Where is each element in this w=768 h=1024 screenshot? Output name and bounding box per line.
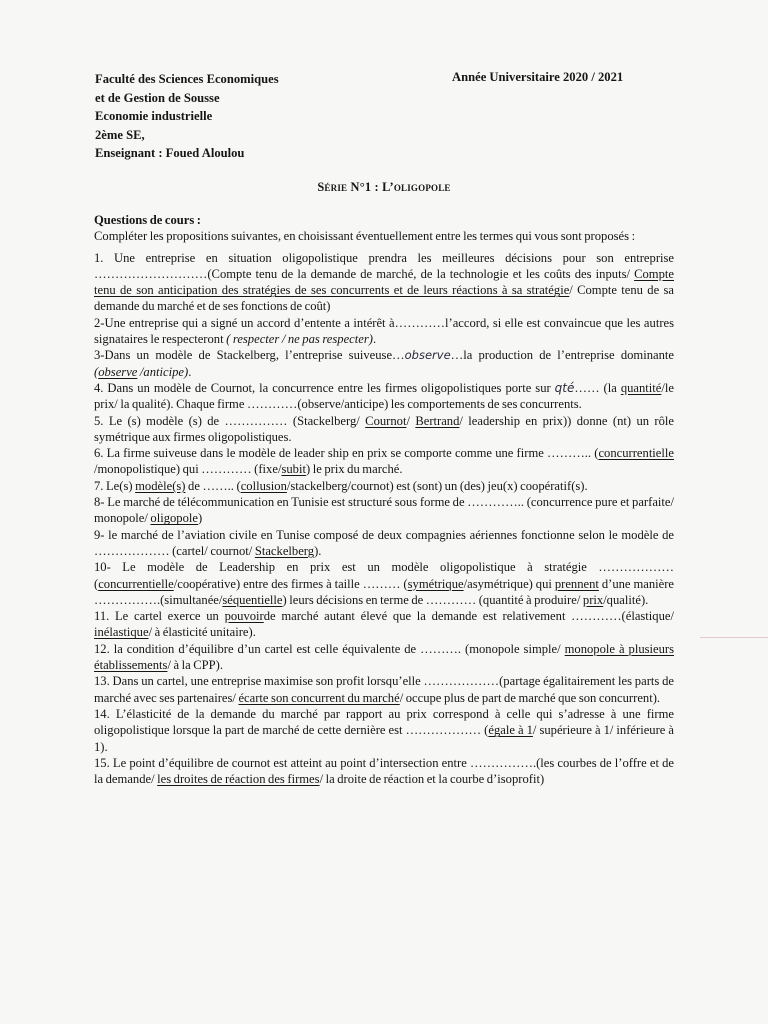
- faculty-name-line2: et de Gestion de Sousse: [95, 90, 220, 105]
- answer-underline: Compte tenu de son anticipation des stratégies de ses concurrents et de leurs réactions à sa stratégie: [94, 266, 674, 298]
- question-text: 6. La firme suiveuse dans le modèle de leader ship en prix se comporte comme une firme ……….. (: [94, 446, 599, 461]
- question-text: 3-Dans un modèle de Stackelberg, l’entreprise suiveuse…: [94, 348, 405, 363]
- question-text: .: [188, 364, 192, 379]
- question-14: [94, 706, 674, 755]
- question-text: 13. Dans un cartel, une entreprise maximise son profit lorsqu’elle ………………(partage égalitairement les parts de marché avec ses partenaires/: [94, 674, 674, 705]
- question-text: / la droite de réaction et la courbe d’isoprofit): [319, 772, 545, 787]
- question-text: 2-Une entreprise qui a signé un accord d’entente a intérêt à…………l’accord, si elle est convaincue que les autres signataires le respecteront: [94, 315, 674, 347]
- handwritten-answer: qté: [554, 380, 575, 395]
- question-11: [94, 608, 674, 641]
- question-text: / à la CPP).: [167, 658, 224, 673]
- question-6: [94, 445, 674, 478]
- question-7: [94, 478, 674, 494]
- question-5: [94, 413, 674, 446]
- question-text: …la production de l’entreprise dominante: [450, 348, 674, 363]
- academic-year: Année Universitaire 2020 / 2021: [452, 70, 624, 84]
- section-heading: Questions de cours :: [94, 213, 201, 227]
- answer-underline: subit: [281, 462, 306, 477]
- question-text: /monopolistique) qui ………… (fixe/: [94, 462, 282, 477]
- answer-underline: les droites de réaction des firmes: [157, 772, 320, 787]
- question-text: /qualité).: [603, 592, 649, 607]
- question-text: / occupe plus de part de marché que son concurrent).: [399, 690, 661, 705]
- series-title: [0, 180, 768, 195]
- answer-underline: prix: [582, 592, 604, 607]
- question-text: 12. la condition d’équilibre d’un cartel est celle équivalente de ………. (monopole simple/: [94, 641, 565, 656]
- question-text: d’une manière …………….(simultanée/: [94, 576, 675, 607]
- question-10: [94, 559, 674, 608]
- question-text: …… (la: [574, 380, 621, 395]
- question-1: [94, 250, 674, 315]
- question-text: 9- le marché de l’aviation civile en Tunise composé de deux compagnies aériennes fonctionne selon le modèle de ……………… (cartel/ cournot/: [94, 527, 674, 558]
- exercise-body: [94, 212, 674, 787]
- question-text: /coopérative) entre des firmes à taille ……… (: [173, 576, 408, 591]
- question-13: [94, 673, 674, 706]
- answer-underline: concurrentielle: [598, 446, 674, 461]
- question-text: 14. L’élasticité de la demande du marché par rapport au prix correspond à celle qui s’adresse à une firme oligopolistique lorsque la part de marché de cette dernière est ……………… (: [94, 706, 674, 738]
- question-text: 7. Le(s): [94, 478, 136, 493]
- question-12: [94, 641, 674, 674]
- series-subject: L’oligopole: [382, 180, 451, 194]
- question-2: [94, 315, 674, 348]
- course-name: Economie industrielle: [95, 109, 213, 124]
- question-text: /: [406, 413, 416, 428]
- answer-underline: écarte son concurrent du marché: [238, 690, 400, 705]
- choice-open: (: [94, 364, 99, 379]
- answer-underline: concurrentielle: [98, 576, 174, 591]
- answer-underline: pouvoir: [224, 609, 264, 624]
- question-text: /asymétrique) qui: [463, 576, 555, 591]
- answer-underline: inélastique: [94, 625, 149, 640]
- answer-underline: observe: [98, 364, 138, 379]
- institution-block: [95, 70, 279, 163]
- handwritten-answer: observe: [404, 348, 451, 363]
- series-number: Série N°1 :: [317, 180, 383, 194]
- question-text: / leadership en prix)) donne (nt) un rôle symétrique aux firmes oligopolistiques.: [94, 413, 674, 444]
- question-text: .: [372, 332, 377, 347]
- answer-underline: monopole à plusieurs établissements: [94, 641, 675, 673]
- answer-underline: Stackelberg: [254, 543, 315, 558]
- question-text: ).: [314, 543, 322, 558]
- class-level: 2ème SE,: [95, 127, 145, 142]
- answer-underline: Bertrand: [415, 413, 460, 428]
- answer-underline: collusion: [240, 478, 287, 493]
- instructions: Compléter les propositions suivantes, en choisissant éventuellement entre les termes qui vous sont proposés :: [94, 229, 636, 244]
- question-text: ) leurs décisions en terme de ………… (quantité à produire/: [282, 592, 583, 607]
- question-text: 10- Le modèle de Leadership en prix est un modèle oligopolistique à stratégie ……………… (: [94, 560, 674, 591]
- question-text: 4. Dans un modèle de Cournot, la concurrence entre les firmes oligopolistiques porte sur: [94, 380, 555, 395]
- question-text: / Compte tenu de sa demande du marché et de ses fonctions de coût): [94, 283, 674, 314]
- question-text: 11. Le cartel exerce un: [94, 609, 225, 624]
- answer-underline: oligopole: [150, 511, 198, 526]
- question-4: [94, 380, 674, 413]
- choice-options: ( respecter / ne pas respecter): [226, 332, 373, 347]
- question-text: / à élasticité unitaire).: [148, 625, 256, 640]
- question-text: de …….. (: [185, 478, 241, 493]
- question-text: /stackelberg/cournot) est (sont) un (des) jeu(x) coopératif(s).: [286, 478, 588, 493]
- margin-mark: [700, 637, 768, 638]
- question-text: /le prix/ la qualité). Chaque firme …………(observe/anticipe) les comportements de ses concurrents.: [94, 380, 674, 412]
- question-text: 8- Le marché de télécommunication en Tunisie est structuré sous forme de ………….. (concurrence pure et parfaite/ monopole/: [94, 495, 674, 526]
- question-8: [94, 494, 674, 527]
- question-text: 5. Le (s) modèle (s) de …………… (Stackelberg/: [94, 413, 366, 428]
- answer-underline: quantité: [620, 380, 662, 395]
- question-text: ): [198, 511, 203, 526]
- question-15: [94, 755, 674, 788]
- question-text: 15. Le point d’équilibre de cournot est atteint au point d’intersection entre …………….(les courbes de l’offre et de la demande/: [94, 755, 674, 787]
- answer-underline: égale à 1: [488, 723, 533, 738]
- question-text: / supérieure à 1/ inférieure à 1).: [94, 723, 674, 754]
- choice-rest: /anticipe): [137, 364, 189, 379]
- question-9: [94, 527, 674, 560]
- answer-underline: modèle(s): [135, 478, 186, 493]
- answer-underline: Cournot: [365, 413, 407, 428]
- question-text: 1. Une entreprise en situation oligopolistique prendra les meilleures décisions pour son entreprise ………………………(Compte tenu de la demande de marché, de la technologie et les coûts des inputs/: [94, 250, 674, 281]
- answer-underline: prennent: [554, 576, 599, 591]
- question-3: [94, 347, 674, 380]
- faculty-name-line1: Faculté des Sciences Economiques: [95, 72, 279, 86]
- answer-underline: symétrique: [407, 576, 464, 591]
- question-text: ) le prix du marché.: [305, 462, 403, 477]
- teacher-name: Enseignant : Foued Aloulou: [95, 146, 245, 161]
- question-text: de marché autant élevé que la demande est relativement …………(élastique/: [263, 609, 674, 624]
- answer-underline: séquentielle: [222, 592, 283, 607]
